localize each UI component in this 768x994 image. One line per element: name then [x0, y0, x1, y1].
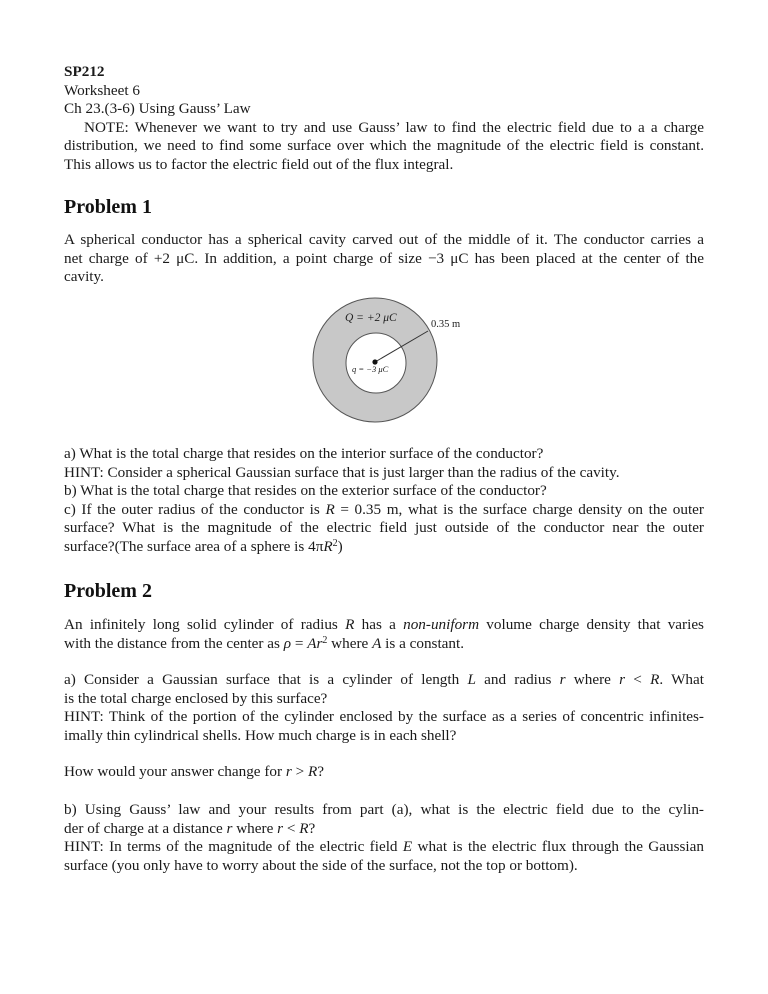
math-Ar: Ar	[307, 634, 323, 652]
math-r: r	[226, 819, 233, 837]
outer-charge-label: Q = +2 μC	[345, 312, 397, 324]
chapter-title: Ch 23.(3-6) Using Gauss’ Law	[64, 100, 251, 117]
text-run: where	[327, 634, 373, 652]
text-run: )	[337, 537, 343, 555]
text-run: = 0.35 m, what is the surface charge density on the outer	[334, 500, 704, 518]
text-run: with the distance from the center as	[64, 634, 284, 652]
note-line-1: NOTE: Whenever we want to try and use Gauss’ law to find the electric field due to a a charge	[84, 118, 704, 136]
note-line-3: This allows us to factor the electric field out of the flux integral.	[64, 155, 454, 173]
exponent: 2	[332, 537, 338, 549]
text-run: <	[625, 671, 651, 688]
problem-2-part-a	[64, 671, 704, 745]
emphasis-non-uniform: non-uniform	[403, 616, 480, 633]
question-1c-line-3	[64, 538, 704, 557]
math-E: E	[402, 838, 413, 855]
problem-1-heading: Problem 1	[64, 196, 152, 218]
question-1a: a) What is the total charge that resides on the interior surface of the conductor?	[64, 445, 544, 462]
text-run: ?	[317, 763, 324, 780]
text-run: where	[565, 671, 620, 688]
math-R: R	[299, 819, 309, 837]
question-2b-hint-line-2: surface (you only have to worry about the side of the surface, not the top or bottom).	[64, 856, 578, 874]
text-run: der of charge at a distance	[64, 819, 227, 837]
text-run: <	[283, 819, 300, 837]
math-R: R	[650, 671, 660, 688]
problem-1-intro	[64, 231, 704, 287]
math-R: R	[307, 763, 318, 780]
text-run: =	[291, 634, 308, 652]
problem-2-intro	[64, 616, 704, 653]
math-r: r	[285, 763, 292, 780]
point-charge-label: q = −3 μC	[352, 364, 389, 374]
text-run: is a constant.	[381, 634, 465, 652]
math-r: r	[559, 671, 566, 688]
worksheet-number: Worksheet 6	[64, 81, 140, 99]
text-run: volume charge density that varies	[479, 616, 704, 633]
problem-2-intro-line-1	[64, 616, 704, 635]
math-R: R	[323, 537, 333, 555]
problem-2-heading: Problem 2	[64, 580, 152, 602]
math-R: R	[345, 616, 355, 633]
spherical-conductor-diagram	[300, 290, 500, 430]
question-1b: b) What is the total charge that resides on the exterior surface of the conductor?	[64, 482, 547, 499]
question-1a-hint: HINT: Consider a spherical Gaussian surface that is just larger than the radius of the cavity.	[64, 463, 620, 481]
question-2a-hint-line-1: HINT: Think of the portion of the cylinder enclosed by the surface as a series of concentric infinites-	[64, 708, 704, 725]
math-rho: ρ	[283, 634, 292, 652]
problem-1-intro-line-1: A spherical conductor has a spherical cavity carved out of the middle of it. The conductor carries a	[64, 231, 704, 248]
text-run: ?	[308, 819, 316, 837]
math-r: r	[619, 671, 626, 688]
problem-1-intro-line-2: net charge of +2 μC. In addition, a point charge of size −3 μC has been placed at the center of the	[64, 249, 704, 267]
question-2a-hint-line-2: imally thin cylindrical shells. How much charge is in each shell?	[64, 726, 457, 744]
text-run: a) Consider a Gaussian surface that is a cylinder of length	[64, 671, 468, 688]
text-run: c) If the outer radius of the conductor is	[64, 500, 326, 518]
question-2a-line-2: is the total charge enclosed by this surface?	[64, 689, 328, 707]
problem-2-part-b	[64, 801, 704, 875]
worksheet-header	[64, 63, 704, 174]
question-2a-followup	[64, 763, 704, 782]
question-2b-line-2	[64, 820, 704, 839]
text-run: How would your answer change for	[64, 763, 286, 780]
exponent: 2	[322, 634, 328, 646]
problem-2-followup	[64, 763, 704, 782]
text-run: An infinitely long solid cylinder of radius	[64, 616, 346, 633]
math-A: A	[372, 634, 382, 652]
math-r: r	[277, 819, 284, 837]
question-2b-line-1: b) Using Gauss’ law and your results from part (a), what is the electric field due to the cylin-	[64, 801, 704, 818]
radius-label: 0.35 m	[431, 319, 461, 330]
question-1c-line-1	[64, 501, 704, 520]
math-L: L	[467, 671, 476, 688]
text-run: what is the electric flux through the Gaussian	[412, 838, 704, 855]
text-run: . What	[659, 671, 704, 688]
problem-2-intro-line-2	[64, 635, 704, 654]
problem-1-questions	[64, 445, 704, 556]
note-line-2: distribution, we need to find some surface over which the magnitude of the electric field is constant.	[64, 137, 704, 154]
text-run: HINT: In terms of the magnitude of the electric field	[64, 838, 403, 855]
course-code: SP212	[64, 63, 105, 80]
text-run: has a	[354, 616, 404, 633]
problem-1-intro-line-3: cavity.	[64, 268, 104, 285]
text-run: where	[232, 819, 278, 837]
text-run: surface?(The surface area of a sphere is 4π	[64, 537, 324, 555]
question-2a-line-1	[64, 671, 704, 690]
question-1c-line-2: surface? What is the magnitude of the electric field just outside of the conductor near the outer	[64, 519, 704, 536]
math-R: R	[325, 500, 335, 518]
question-2b-hint-line-1	[64, 838, 704, 857]
text-run: >	[291, 763, 308, 780]
text-run: and radius	[475, 671, 560, 688]
